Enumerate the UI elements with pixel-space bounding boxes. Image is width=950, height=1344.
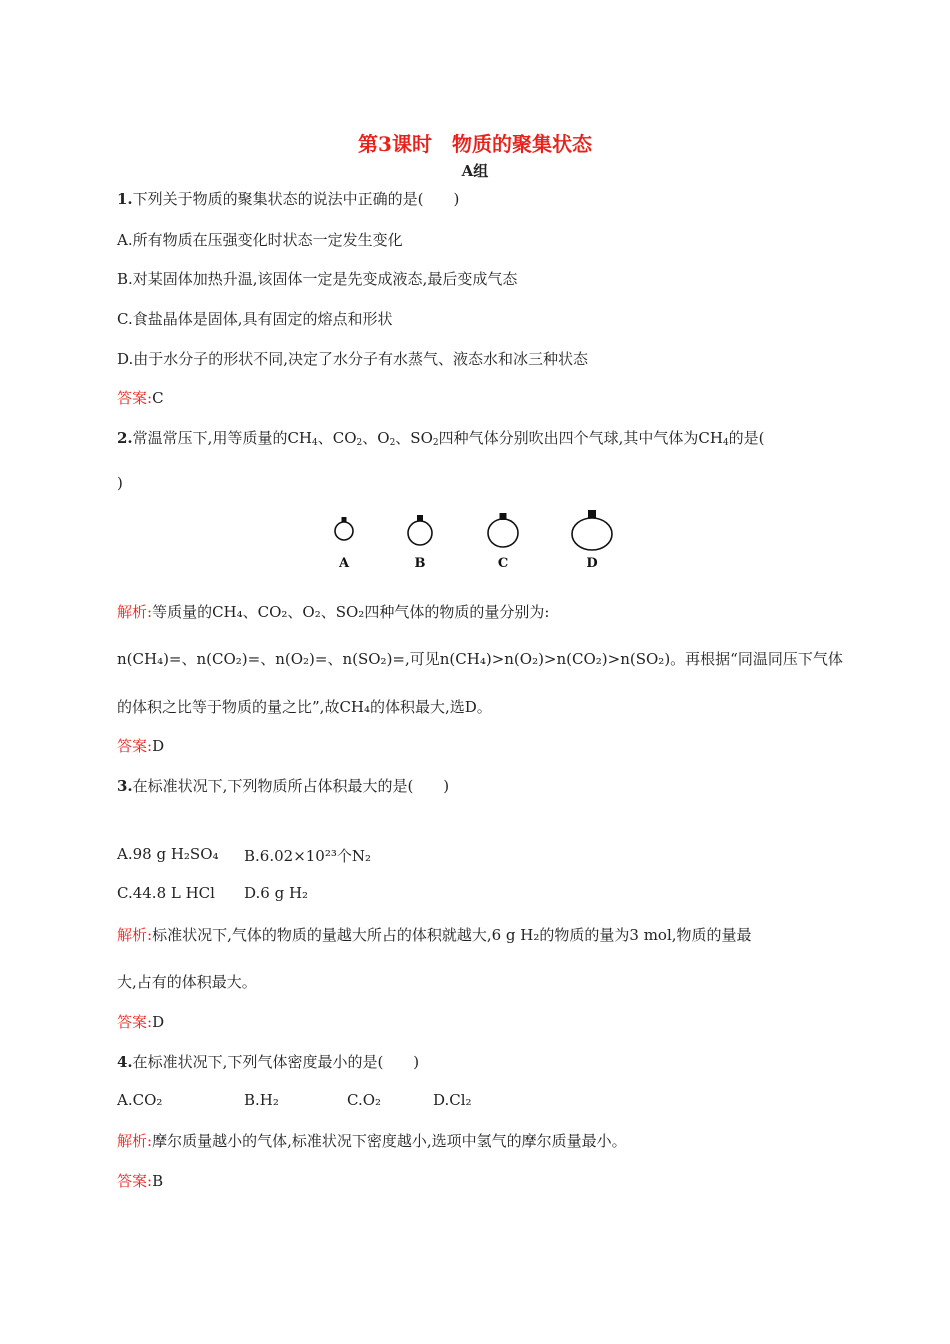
q4-option-b: B.H₂ [244,1091,279,1109]
balloon-a [335,517,353,571]
q2-analysis-line-3: 的体积之比等于物质的量之比”,故CH₄的体积最大,选D。 [117,698,492,716]
q3-analysis-line-1 [117,924,752,945]
answer-value: B [152,1172,164,1190]
answer-value: D [152,1013,165,1031]
q2-answer [117,735,164,756]
q3-option-d: D.6 g H₂ [244,884,309,902]
analysis-label: 解析: [117,926,153,944]
stem-part: 四种气体分别吹出四个气球,其中气体为CH [438,429,723,447]
analysis-text: 摩尔质量越小的气体,标准状况下密度越小,选项中氢气的摩尔质量最小。 [152,1132,627,1150]
q1-option-b: B.对某固体加热升温,该固体一定是先变成液态,最后变成气态 [117,270,518,288]
question-number: 1. [117,190,133,208]
question-number: 3. [117,777,133,795]
question-stem: 在标准状况下,下列气体密度最小的是( ) [132,1053,420,1071]
balloons-figure [330,505,630,575]
q4-answer [117,1170,163,1191]
q4-analysis [117,1130,627,1151]
q1-option-c: C.食盐晶体是固体,具有固定的熔点和形状 [117,310,393,328]
q3-option-c: C.44.8 L HCl [117,884,215,902]
q4-option-d: D.Cl₂ [433,1091,472,1109]
question-number: 4. [117,1053,133,1071]
balloon-label-c: C [497,556,509,571]
q1-option-a: A.所有物质在压强变化时状态一定发生变化 [117,231,403,249]
analysis-label: 解析: [117,1132,153,1150]
q1-option-d: D.由于水分子的形状不同,决定了水分子有水蒸气、液态水和冰三种状态 [117,350,589,368]
question-2-cont: ) [117,474,123,492]
stem-part: 、SO [395,429,433,447]
answer-value: D [152,737,165,755]
balloon-label-a: A [338,556,350,571]
q4-option-a: A.CO₂ [117,1091,163,1109]
question-2: 2.常温常压下,用等质量的$CH_4$、$CO_2$、$O_2$、$SO_2$四种气体分别吹出四个气球,其中气体为$CH_4$的是( [117,429,765,448]
answer-label: 答案: [117,1172,153,1190]
q1-answer [117,387,164,408]
q3-option-a: A.98 g H₂SO₄ [117,845,219,863]
question-number: 2. [117,429,133,447]
answer-label: 答案: [117,389,153,407]
question-stem: 在标准状况下,下列物质所占体积最大的是( ) [132,777,450,795]
q4-option-c: C.O₂ [347,1091,382,1109]
question-4 [117,1051,419,1072]
balloon-label-b: B [414,556,426,571]
stem-part: 的是( [728,429,765,447]
stem-part: 、O [362,429,390,447]
analysis-text: 等质量的CH₄、CO₂、O₂、SO₂四种气体的物质的量分别为: [152,603,550,621]
q3-analysis-line-2: 大,占有的体积最大。 [117,973,257,991]
q3-answer [117,1011,164,1032]
stem-part: 常温常压下,用等质量的CH [132,429,312,447]
q2-analysis-line-1 [117,601,549,622]
answer-label: 答案: [117,737,153,755]
answer-label: 答案: [117,1013,153,1031]
answer-value: C [152,389,164,407]
stem-part: 、CO [317,429,357,447]
question-3 [117,775,449,796]
question-stem: 下列关于物质的聚集状态的说法中正确的是( ) [132,190,460,208]
q3-option-b: B.6.02×10²³个N₂ [244,847,372,865]
group-heading: A组 [461,162,489,180]
balloon-b [408,515,432,571]
balloon-d [572,510,612,571]
analysis-label: 解析: [117,603,153,621]
balloons-svg [330,505,630,575]
balloon-c [488,513,518,571]
question-1 [117,188,459,209]
balloon-label-d: D [586,556,598,571]
q2-analysis-line-2: n(CH₄)=、n(CO₂)=、n(O₂)=、n(SO₂)=,可见n(CH₄)>n(O₂)>n(CO₂)>n(SO₂)。再根据“同温同压下气体 [117,650,843,668]
page-title: 第3课时 物质的聚集状态 [358,132,592,156]
analysis-text: 标准状况下,气体的物质的量越大所占的体积就越大,6 g H₂的物质的量为3 mol,物质的量最 [152,926,752,944]
